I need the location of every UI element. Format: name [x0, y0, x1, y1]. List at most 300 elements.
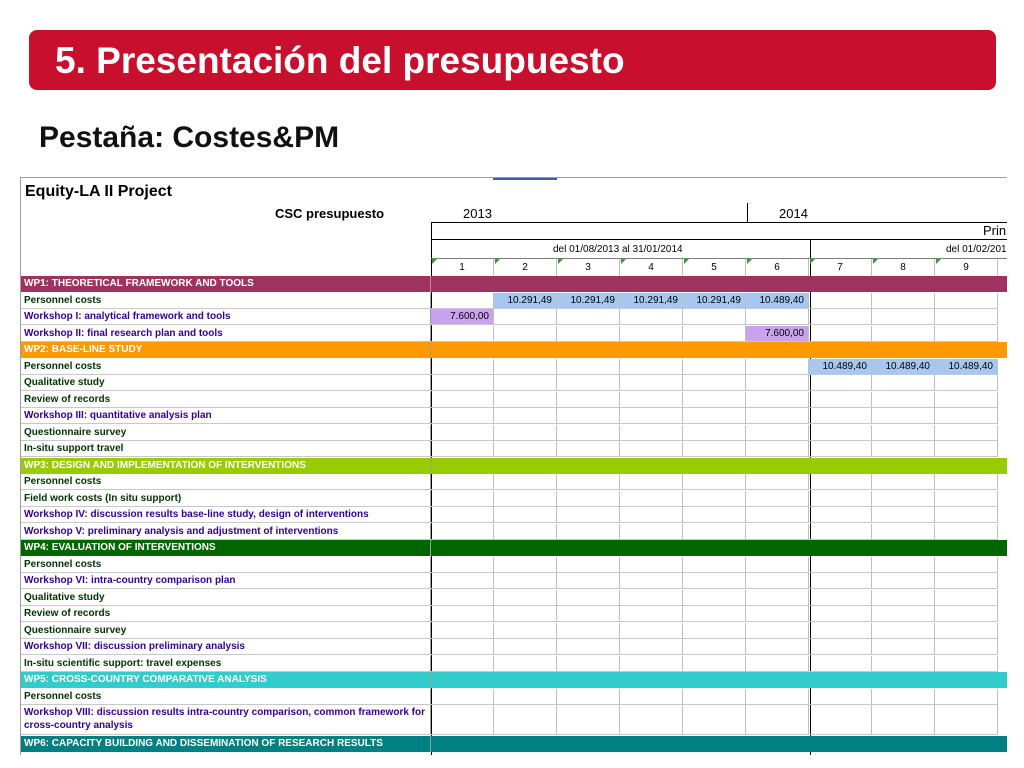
comment-marker-icon — [873, 259, 878, 264]
table-cell — [935, 689, 998, 705]
cost-value-cell: 10.291,49 — [557, 293, 620, 309]
table-cell — [683, 441, 746, 457]
slide-title-bar — [29, 30, 996, 90]
table-cell — [872, 623, 935, 639]
table-cell — [746, 606, 809, 622]
table-cell — [557, 507, 620, 523]
table-cell — [809, 524, 872, 540]
table-cell — [431, 540, 494, 556]
table-cell — [620, 540, 683, 556]
table-cell — [746, 524, 809, 540]
table-cell — [494, 540, 557, 556]
table-cell — [494, 458, 557, 474]
table-cell — [809, 606, 872, 622]
table-cell — [935, 623, 998, 639]
table-cell — [872, 375, 935, 391]
table-cell — [746, 392, 809, 408]
table-cell — [620, 606, 683, 622]
table-cell — [431, 524, 494, 540]
table-cell — [494, 359, 557, 375]
table-cell — [683, 474, 746, 490]
row-label: Personnel costs — [21, 474, 431, 490]
month-header-cell: 6 — [746, 259, 809, 276]
table-cell — [620, 309, 683, 325]
cost-value-cell: 10.489,40 — [809, 359, 872, 375]
table-cell — [620, 392, 683, 408]
month-header-cell: 2 — [494, 259, 557, 276]
table-cell — [620, 491, 683, 507]
table-cell — [746, 375, 809, 391]
table-cell — [746, 557, 809, 573]
table-cell — [431, 342, 494, 358]
table-cell — [557, 623, 620, 639]
table-cell — [809, 293, 872, 309]
table-cell — [809, 705, 872, 735]
table-cell — [683, 736, 746, 752]
table-cell — [557, 557, 620, 573]
table-cell — [683, 705, 746, 735]
table-cell — [746, 736, 809, 752]
table-cell — [746, 590, 809, 606]
header-line-1 — [431, 222, 1007, 223]
row-label: Personnel costs — [21, 557, 431, 573]
table-cell — [557, 736, 620, 752]
table-cell — [809, 672, 872, 688]
table-row — [21, 392, 1007, 408]
project-title: Equity-LA II Project — [25, 183, 172, 200]
work-package-label: WP1: THEORETICAL FRAMEWORK AND TOOLS — [21, 276, 431, 292]
table-row — [21, 623, 1007, 639]
comment-marker-icon — [432, 259, 437, 264]
table-cell — [935, 326, 998, 342]
table-cell — [431, 507, 494, 523]
row-label: Personnel costs — [21, 293, 431, 309]
month-header-cell: 8 — [872, 259, 935, 276]
table-cell — [935, 392, 998, 408]
table-row — [21, 491, 1007, 507]
table-cell — [809, 392, 872, 408]
table-cell — [494, 656, 557, 672]
cost-value-cell: 10.489,40 — [872, 359, 935, 375]
table-cell — [494, 573, 557, 589]
table-cell — [935, 606, 998, 622]
table-cell — [872, 342, 935, 358]
table-cell — [935, 540, 998, 556]
table-cell — [935, 639, 998, 655]
table-cell — [935, 425, 998, 441]
table-cell — [620, 656, 683, 672]
table-cell — [494, 326, 557, 342]
table-cell — [494, 507, 557, 523]
work-package-label: WP3: DESIGN AND IMPLEMENTATION OF INTERVENTIONS — [21, 458, 431, 474]
row-label: Workshop II: final research plan and tools — [21, 326, 431, 342]
table-cell — [746, 309, 809, 325]
month-header-cell: 9 — [935, 259, 998, 276]
work-package-label: WP4: EVALUATION OF INTERVENTIONS — [21, 540, 431, 556]
table-cell — [683, 408, 746, 424]
table-cell — [935, 672, 998, 688]
table-row — [21, 326, 1007, 342]
comment-marker-icon — [621, 259, 626, 264]
table-row — [21, 474, 1007, 490]
table-cell — [809, 276, 872, 292]
table-cell — [431, 392, 494, 408]
table-cell — [494, 639, 557, 655]
table-cell — [935, 491, 998, 507]
table-cell — [872, 606, 935, 622]
table-cell — [809, 656, 872, 672]
table-row — [21, 639, 1007, 655]
table-cell — [557, 705, 620, 735]
work-package-row — [21, 276, 1007, 292]
table-cell — [620, 524, 683, 540]
table-cell — [872, 705, 935, 735]
table-cell — [809, 736, 872, 752]
cost-value-cell: 10.489,40 — [935, 359, 998, 375]
table-cell — [620, 408, 683, 424]
row-label: Workshop IV: discussion results base-line study, design of interventions — [21, 507, 431, 523]
row-label: Qualitative study — [21, 590, 431, 606]
work-package-row — [21, 736, 1007, 752]
table-cell — [431, 276, 494, 292]
row-label: Personnel costs — [21, 359, 431, 375]
table-cell — [431, 359, 494, 375]
table-cell — [746, 623, 809, 639]
csc-label: CSC presupuesto — [275, 206, 385, 221]
table-cell — [494, 705, 557, 735]
row-label: Workshop V: preliminary analysis and adjustment of interventions — [21, 524, 431, 540]
table-cell — [746, 573, 809, 589]
table-cell — [746, 458, 809, 474]
table-cell — [683, 689, 746, 705]
table-row — [21, 507, 1007, 523]
table-cell — [872, 474, 935, 490]
table-cell — [746, 491, 809, 507]
table-cell — [935, 524, 998, 540]
table-cell — [683, 656, 746, 672]
table-row — [21, 375, 1007, 391]
table-cell — [809, 623, 872, 639]
table-cell — [557, 276, 620, 292]
comment-marker-icon — [495, 259, 500, 264]
table-cell — [683, 507, 746, 523]
table-cell — [431, 736, 494, 752]
table-cell — [494, 689, 557, 705]
table-cell — [431, 441, 494, 457]
table-cell — [431, 623, 494, 639]
table-cell — [935, 736, 998, 752]
table-cell — [872, 573, 935, 589]
table-cell — [935, 573, 998, 589]
table-row — [21, 689, 1007, 705]
table-cell — [935, 458, 998, 474]
table-cell — [746, 474, 809, 490]
table-cell — [935, 590, 998, 606]
table-cell — [935, 557, 998, 573]
selection-mark — [493, 178, 557, 180]
comment-marker-icon — [684, 259, 689, 264]
table-cell — [557, 491, 620, 507]
month-header-cell: 7 — [809, 259, 872, 276]
table-cell — [557, 689, 620, 705]
table-cell — [872, 425, 935, 441]
table-cell — [620, 705, 683, 735]
table-cell — [494, 590, 557, 606]
table-cell — [557, 458, 620, 474]
table-cell — [872, 326, 935, 342]
table-cell — [494, 491, 557, 507]
table-cell — [683, 425, 746, 441]
table-cell — [872, 507, 935, 523]
period-2: del 01/02/201 — [946, 244, 1007, 255]
table-cell — [872, 524, 935, 540]
table-cell — [683, 557, 746, 573]
table-cell — [809, 491, 872, 507]
table-cell — [809, 425, 872, 441]
table-row — [21, 557, 1007, 573]
table-cell — [872, 276, 935, 292]
cost-value-cell: 10.291,49 — [494, 293, 557, 309]
workshop-cost-cell: 7.600,00 — [431, 309, 494, 325]
work-package-row — [21, 540, 1007, 556]
table-cell — [683, 342, 746, 358]
table-cell — [494, 425, 557, 441]
table-cell — [746, 359, 809, 375]
table-cell — [557, 425, 620, 441]
comment-marker-icon — [936, 259, 941, 264]
table-cell — [872, 672, 935, 688]
table-cell — [872, 557, 935, 573]
table-cell — [620, 276, 683, 292]
row-label: Workshop VIII: discussion results intra-country comparison, common framework for cross-country analysis — [21, 705, 431, 735]
year-2014: 2014 — [779, 206, 808, 221]
row-label: Workshop VI: intra-country comparison plan — [21, 573, 431, 589]
table-cell — [620, 342, 683, 358]
table-cell — [935, 408, 998, 424]
work-package-label: WP2: BASE-LINE STUDY — [21, 342, 431, 358]
table-cell — [809, 474, 872, 490]
table-cell — [557, 408, 620, 424]
period-1: del 01/08/2013 al 31/01/2014 — [553, 244, 683, 255]
table-cell — [872, 441, 935, 457]
table-row — [21, 656, 1007, 672]
table-cell — [809, 507, 872, 523]
table-cell — [620, 425, 683, 441]
table-cell — [683, 375, 746, 391]
table-cell — [557, 359, 620, 375]
table-cell — [494, 276, 557, 292]
table-cell — [683, 573, 746, 589]
table-cell — [431, 425, 494, 441]
month-header-cell: 4 — [620, 259, 683, 276]
table-cell — [683, 326, 746, 342]
table-cell — [431, 656, 494, 672]
table-cell — [620, 557, 683, 573]
month-header-cell: 3 — [557, 259, 620, 276]
row-label: Review of records — [21, 606, 431, 622]
table-cell — [683, 491, 746, 507]
table-cell — [494, 672, 557, 688]
table-cell — [494, 309, 557, 325]
work-package-row — [21, 342, 1007, 358]
table-cell — [872, 408, 935, 424]
table-cell — [431, 705, 494, 735]
table-row — [21, 293, 1007, 309]
table-cell — [494, 557, 557, 573]
table-cell — [557, 540, 620, 556]
table-cell — [557, 606, 620, 622]
month-header-cell: 1 — [431, 259, 494, 276]
table-cell — [557, 441, 620, 457]
table-cell — [683, 623, 746, 639]
table-cell — [683, 672, 746, 688]
table-cell — [431, 458, 494, 474]
table-cell — [683, 458, 746, 474]
row-label: Questionnaire survey — [21, 623, 431, 639]
table-cell — [935, 507, 998, 523]
table-cell — [494, 474, 557, 490]
row-label: Workshop III: quantitative analysis plan — [21, 408, 431, 424]
table-cell — [746, 639, 809, 655]
table-row — [21, 606, 1007, 622]
table-cell — [557, 590, 620, 606]
table-cell — [431, 672, 494, 688]
comment-marker-icon — [747, 259, 752, 264]
table-cell — [494, 623, 557, 639]
table-cell — [746, 540, 809, 556]
row-label: Field work costs (In situ support) — [21, 491, 431, 507]
table-cell — [746, 425, 809, 441]
table-cell — [809, 557, 872, 573]
year-2013: 2013 — [463, 206, 492, 221]
table-cell — [557, 474, 620, 490]
table-cell — [431, 590, 494, 606]
table-cell — [746, 689, 809, 705]
table-cell — [620, 689, 683, 705]
table-cell — [935, 441, 998, 457]
table-cell — [620, 375, 683, 391]
table-cell — [683, 524, 746, 540]
table-cell — [872, 639, 935, 655]
table-cell — [809, 408, 872, 424]
table-cell — [809, 375, 872, 391]
table-cell — [872, 736, 935, 752]
table-cell — [494, 375, 557, 391]
table-cell — [431, 557, 494, 573]
prin-header: Prin — [983, 223, 1007, 238]
table-row — [21, 573, 1007, 589]
row-label: Review of records — [21, 392, 431, 408]
table-cell — [809, 441, 872, 457]
table-cell — [557, 342, 620, 358]
cost-value-cell: 10.291,49 — [620, 293, 683, 309]
table-cell — [809, 590, 872, 606]
table-cell — [494, 342, 557, 358]
table-cell — [683, 639, 746, 655]
row-label: In-situ scientific support: travel expenses — [21, 656, 431, 672]
table-cell — [809, 689, 872, 705]
comment-marker-icon — [558, 259, 563, 264]
table-cell — [935, 705, 998, 735]
table-cell — [872, 392, 935, 408]
table-row — [21, 309, 1007, 325]
row-label: Personnel costs — [21, 689, 431, 705]
slide-title: 5. Presentación del presupuesto — [55, 40, 625, 81]
table-cell — [935, 342, 998, 358]
table-cell — [935, 474, 998, 490]
work-package-label: WP6: CAPACITY BUILDING AND DISSEMINATION OF RESEARCH RESULTS — [21, 736, 431, 752]
table-cell — [809, 309, 872, 325]
table-cell — [872, 491, 935, 507]
table-cell — [431, 689, 494, 705]
table-cell — [809, 326, 872, 342]
table-cell — [431, 606, 494, 622]
table-cell — [683, 276, 746, 292]
table-cell — [557, 656, 620, 672]
table-cell — [620, 623, 683, 639]
table-cell — [620, 639, 683, 655]
table-cell — [620, 672, 683, 688]
cost-value-cell: 10.291,49 — [683, 293, 746, 309]
table-cell — [620, 507, 683, 523]
table-cell — [431, 491, 494, 507]
month-header-cell: 5 — [683, 259, 746, 276]
table-cell — [935, 293, 998, 309]
table-cell — [494, 441, 557, 457]
table-cell — [683, 606, 746, 622]
table-row — [21, 425, 1007, 441]
table-cell — [683, 359, 746, 375]
table-cell — [872, 458, 935, 474]
table-cell — [557, 326, 620, 342]
row-label: Questionnaire survey — [21, 425, 431, 441]
table-cell — [557, 524, 620, 540]
table-cell — [872, 656, 935, 672]
table-cell — [935, 375, 998, 391]
table-cell — [872, 540, 935, 556]
table-cell — [809, 458, 872, 474]
table-cell — [746, 705, 809, 735]
row-label: Workshop I: analytical framework and tools — [21, 309, 431, 325]
table-cell — [557, 672, 620, 688]
table-cell — [809, 573, 872, 589]
table-cell — [872, 590, 935, 606]
table-row — [21, 408, 1007, 424]
table-row — [21, 705, 1007, 735]
table-cell — [620, 359, 683, 375]
table-cell — [746, 276, 809, 292]
table-cell — [431, 639, 494, 655]
table-cell — [620, 326, 683, 342]
work-package-row — [21, 672, 1007, 688]
workshop-cost-cell: 7.600,00 — [746, 326, 809, 342]
table-cell — [620, 590, 683, 606]
table-cell — [872, 309, 935, 325]
slide-subtitle: Pestaña: Costes&PM — [39, 121, 340, 154]
table-cell — [431, 375, 494, 391]
table-cell — [620, 736, 683, 752]
table-cell — [494, 524, 557, 540]
year-divider — [747, 203, 748, 223]
table-cell — [872, 293, 935, 309]
table-cell — [935, 309, 998, 325]
table-cell — [557, 573, 620, 589]
table-cell — [872, 689, 935, 705]
cost-value-cell: 10.489,40 — [746, 293, 809, 309]
table-cell — [746, 507, 809, 523]
table-row — [21, 359, 1007, 375]
table-cell — [683, 590, 746, 606]
